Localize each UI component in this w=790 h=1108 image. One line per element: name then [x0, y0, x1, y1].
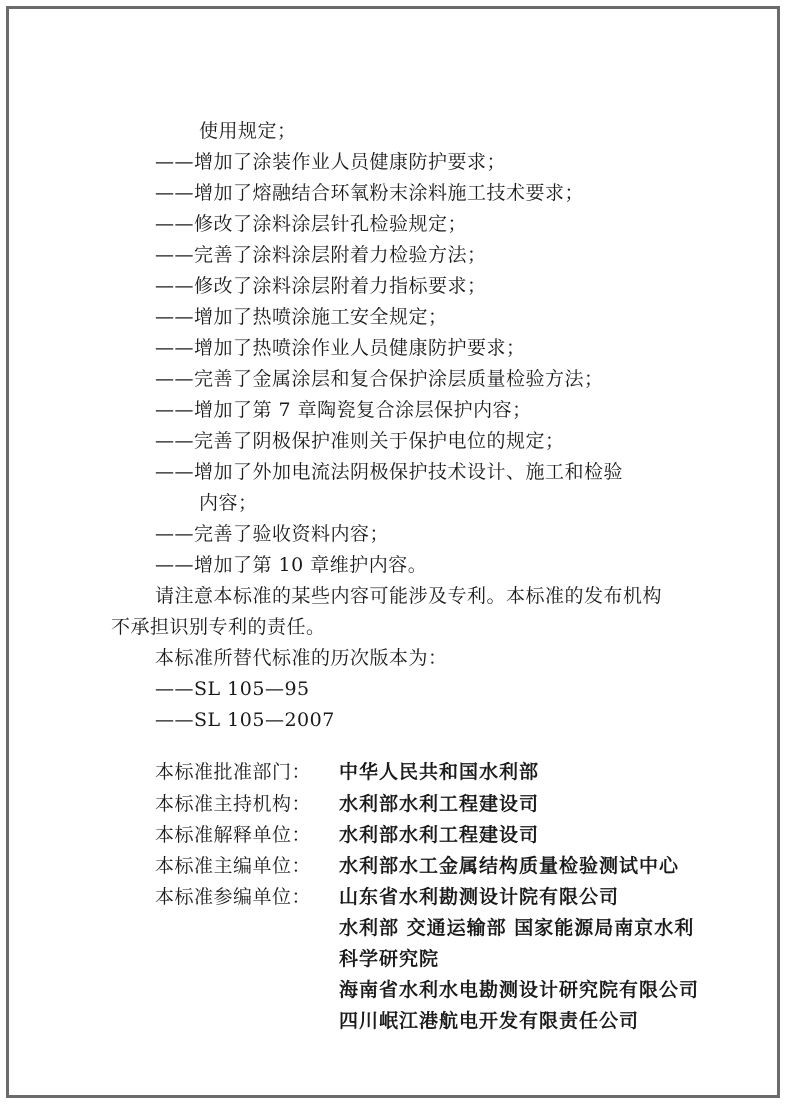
- change-item: ——完善了验收资料内容；: [155, 523, 390, 545]
- host-label: 本标准主持机构：: [155, 793, 312, 815]
- history-version: ——SL 105—2007: [155, 709, 335, 731]
- patent-notice: 请注意本标准的某些内容可能涉及专利。本标准的发布机构: [155, 585, 663, 607]
- interpret-label: 本标准解释单位：: [155, 824, 312, 846]
- host-value: 水利部水利工程建设司: [339, 793, 540, 815]
- change-item: ——增加了第 7 章陶瓷复合涂层保护内容；: [155, 399, 532, 421]
- interpret-value: 水利部水利工程建设司: [339, 824, 540, 846]
- change-item: ——增加了外加电流法阴极保护技术设计、施工和检验: [155, 461, 624, 483]
- change-item: ——增加了涂装作业人员健康防护要求；: [155, 151, 507, 173]
- change-item: ——完善了涂料涂层附着力检验方法；: [155, 244, 487, 266]
- history-intro: 本标准所替代标准的历次版本为：: [155, 647, 448, 669]
- participate-value: 科学研究院: [339, 948, 440, 970]
- patent-notice-continued: 不承担识别专利的责任。: [111, 616, 326, 638]
- change-item: ——修改了涂料涂层附着力指标要求；: [155, 275, 487, 297]
- participate-value: 山东省水利勘测设计院有限公司: [339, 886, 620, 908]
- change-item-continued: 内容；: [199, 492, 258, 514]
- participate-value: 水利部 交通运输部 国家能源局南京水利: [339, 917, 695, 939]
- participate-value: 海南省水利水电勘测设计研究院有限公司: [339, 979, 700, 1001]
- chief-value: 水利部水工金属结构质量检验测试中心: [339, 855, 680, 877]
- approval-value: 中华人民共和国水利部: [339, 761, 540, 783]
- chief-label: 本标准主编单位：: [155, 855, 312, 877]
- change-item: ——增加了熔融结合环氧粉末涂料施工技术要求；: [155, 182, 585, 204]
- change-item: ——完善了阴极保护准则关于保护电位的规定；: [155, 430, 565, 452]
- change-item: ——增加了热喷涂施工安全规定；: [155, 306, 448, 328]
- participate-label: 本标准参编单位：: [155, 886, 312, 908]
- text-line: 使用规定；: [199, 120, 297, 142]
- document-page: [6, 6, 780, 1098]
- approval-label: 本标准批准部门：: [155, 761, 312, 783]
- change-item: ——完善了金属涂层和复合保护涂层质量检验方法；: [155, 368, 604, 390]
- participate-value: 四川岷江港航电开发有限责任公司: [339, 1010, 640, 1032]
- history-version: ——SL 105—95: [155, 678, 310, 700]
- change-item: ——增加了热喷涂作业人员健康防护要求；: [155, 337, 526, 359]
- change-item: ——修改了涂料涂层针孔检验规定；: [155, 213, 468, 235]
- change-item: ——增加了第 10 章维护内容。: [155, 554, 428, 576]
